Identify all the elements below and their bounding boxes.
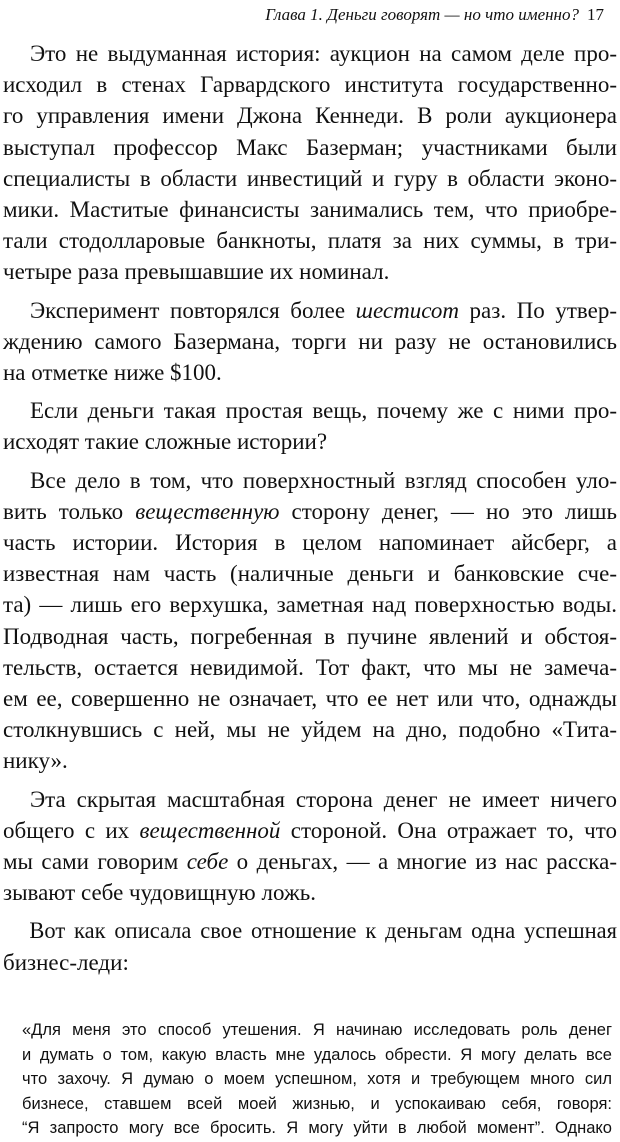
text-line [3,295,617,326]
text-line [3,815,617,846]
text-line: исходят такие сложные истории? [3,429,328,455]
text-line: Подводная часть, погребенная в пучине явлений и обстоя- [3,623,617,649]
text-line: выступал профессор Макс Базерман; участниками были [3,134,617,160]
text-segment: Эксперимент повторялся более [30,297,356,323]
text-line: на отметке ниже $100. [3,360,222,386]
text-line: специалисты в области инвестиций и гуру в области эконо- [3,165,617,191]
text-line: известная нам часть (наличные деньги и банковские сче- [3,561,617,587]
paragraph [3,395,617,457]
page-number: 17 [587,5,604,24]
text-line: Все дело в том, что поверхностный взгляд способен уло- [30,467,617,493]
running-header [4,4,604,26]
text-line [3,496,617,527]
text-line [3,846,617,877]
quote-line: “Я запросто могу все бросить. Я могу уйти в любой момент”. Однако [22,1119,612,1138]
text-line: зывают себе чудовищную ложь. [3,880,317,906]
text-line: мики. Маститые финансисты занимались тем, что приобре- [3,197,617,223]
text-segment: раз. По утвер- [458,297,617,323]
text-line: бизнес-леди: [3,949,129,975]
block-quote [22,1018,612,1141]
text-segment: мы сами говорим [3,849,187,875]
text-line: го управления имени Джона Кеннеди. В роли аукционера [3,103,617,129]
text-line: та) — лишь его верхушка, заметная над поверхностью воды. [3,592,617,618]
paragraph [3,784,617,909]
text-line: исходил в стенах Гарвардского института государственно- [3,72,617,98]
text-segment: о деньгах, — а многие из нас расска- [228,849,618,875]
text-line: Это не выдуманная история: аукцион на самом деле про- [30,41,617,66]
paragraph [3,915,617,977]
quote-line: бизнесе, ставшем всей моей жизнью, и успокаиваю себя, говоря: [22,1094,612,1113]
text-line: ем ее, совершенно не означает, что ее нет или что, однажды [3,686,617,712]
text-segment: общего с их [3,817,140,843]
quote-line: что захочу. Я думаю о моем успешном, хотя и требующем много сил [22,1070,612,1089]
text-line: ждению самого Базермана, торги ни разу не остановились [3,328,617,354]
running-title: Глава 1. Деньги говорят — но что именно? [265,5,579,24]
emphasis: себе [186,849,229,875]
quote-line: и думать о том, какую власть мне удалось обрести. Я могу делать все [22,1045,612,1064]
text-segment: вить только [3,498,136,524]
paragraph [3,38,617,288]
emphasis: вещественной [139,817,281,843]
text-line: Вот как описала свое отношение к деньгам одна успешная [29,918,617,944]
quote-line: «Для меня это способ утешения. Я начинаю исследовать роль денег [22,1021,612,1039]
body-text [3,38,617,985]
text-line: нику». [3,748,68,774]
paragraph [3,295,617,389]
text-segment: сторону денег, — но это лишь [279,498,617,524]
emphasis: вещественную [135,498,280,524]
text-line: Если деньги такая простая вещь, почему же с ними про- [30,398,617,424]
text-line: Эта скрытая масштабная сторона денег не имеет ничего [30,786,617,812]
text-line: тельств, остается невидимой. Тот факт, что мы не замеча- [3,654,617,680]
text-line: четыре раза превышавшие их номинал. [3,259,390,285]
text-line: часть истории. История в целом напоминает айсберг, а [3,530,617,556]
paragraph [3,465,617,777]
text-segment: стороной. Она отражает то, что [280,817,617,843]
text-line: столкнувшись с ней, мы не уйдем на дно, подобно «Тита- [3,717,617,743]
text-line: тали стодолларовые банкноты, платя за них суммы, в три- [3,228,617,254]
emphasis: шестисот [355,297,459,323]
